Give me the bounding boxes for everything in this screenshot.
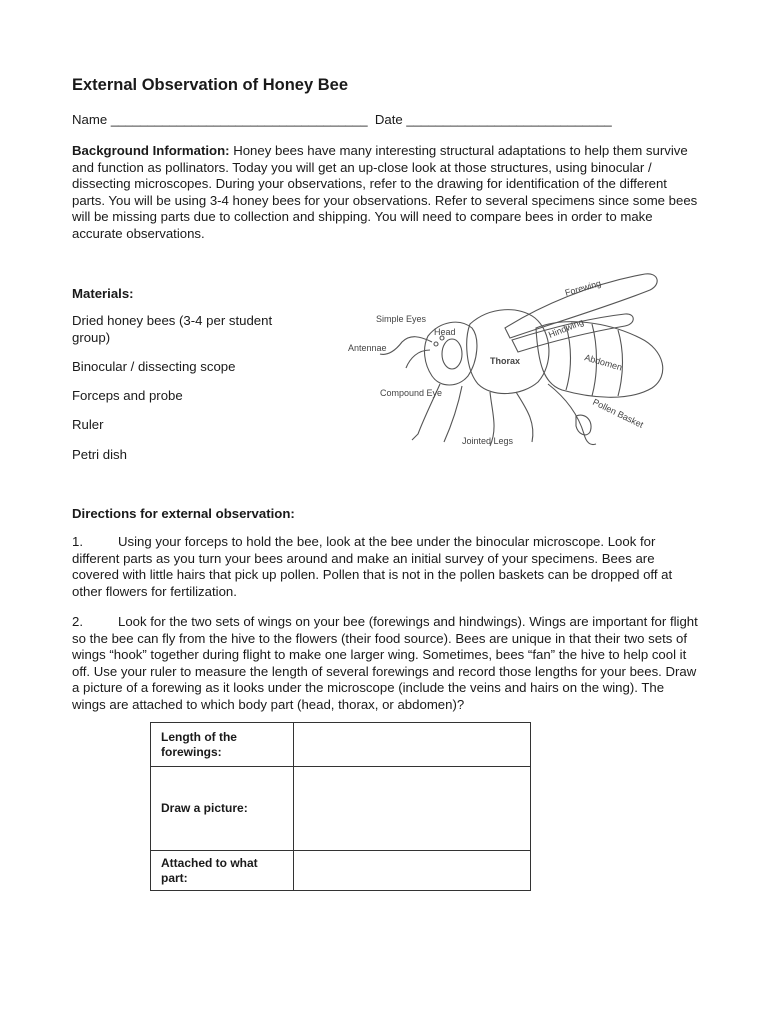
answer-table	[150, 722, 531, 891]
label-head: Head	[434, 327, 456, 337]
honey-bee-diagram	[340, 266, 675, 456]
label-pollen-basket: Pollen Basket	[591, 396, 645, 430]
direction-step-1	[72, 534, 698, 600]
material-item: Dried honey bees (3-4 per student group)	[72, 313, 273, 345]
bee-illustration	[380, 274, 663, 446]
answer-cell[interactable]	[294, 767, 531, 851]
table-row	[151, 767, 531, 851]
directions-heading: Directions for external observation:	[72, 506, 295, 521]
step-number: 2.	[72, 614, 83, 629]
label-antennae: Antennae	[348, 343, 387, 353]
material-item: Petri dish	[72, 447, 127, 462]
material-item: Ruler	[72, 417, 104, 432]
material-item: Forceps and probe	[72, 388, 183, 403]
background-paragraph	[72, 143, 698, 243]
label-forewing: Forewing	[563, 278, 603, 298]
row-label: Attached to what part:	[151, 851, 294, 891]
step-text: Look for the two sets of wings on your bee (forewings and hindwings). Wings are important for flight so the bee can fly from the hive to the flowers (their food source). Bees are unique in that their two sets of wings “hook” together during flight to make one larger wing. Sometimes, bees “fan” the hive to help cool it off. Use your ruler to measure the length of several forewings and record those lengths for your bees. Draw a picture of a forewing as it looks under the microscope (include the veins and hairs on the wing). The wings are attached to which body part (head, thorax, or abdomen)?	[72, 614, 698, 712]
step-text: Using your forceps to hold the bee, look at the bee under the binocular microscope. Look for different parts as you turn your bees around and make an initial survey of your specimens. Bees are covered with little hairs that pick up pollen. Pollen that is not in the pollen baskets can be dropped off at other flowers for fertilization.	[72, 534, 673, 599]
background-text: Honey bees have many interesting structural adaptations to help them survive and function as pollinators. Today you will get an up-close look at those structures, using binocular / dissecting microscopes. During your observations, refer to the drawing for identification of the different parts. You will be using 3-4 honey bees for your observations. Refer to several specimens since some bees will be missing parts due to collection and shipping. You will need to compare bees in order to make accurate observations.	[72, 143, 698, 241]
label-hindwing: Hindwing	[547, 316, 586, 340]
row-label: Draw a picture:	[151, 767, 294, 851]
label-simple-eyes: Simple Eyes	[376, 314, 427, 324]
answer-cell[interactable]	[294, 723, 531, 767]
background-label: Background Information:	[72, 143, 230, 158]
material-item: Binocular / dissecting scope	[72, 359, 236, 374]
page-title: External Observation of Honey Bee	[72, 76, 348, 94]
materials-heading: Materials:	[72, 286, 134, 301]
label-thorax: Thorax	[490, 356, 521, 366]
label-compound-eye: Compound Eye	[380, 388, 443, 398]
table-row	[151, 851, 531, 891]
name-date-line[interactable]: Name ___________________________________ Date ____________________________	[72, 112, 612, 127]
direction-step-2	[72, 614, 698, 714]
step-number: 1.	[72, 534, 83, 549]
label-abdomen: Abdomen	[583, 352, 624, 373]
label-jointed-legs: Jointed Legs	[462, 436, 514, 446]
table-row	[151, 723, 531, 767]
answer-cell[interactable]	[294, 851, 531, 891]
row-label: Length of the forewings:	[151, 723, 294, 767]
